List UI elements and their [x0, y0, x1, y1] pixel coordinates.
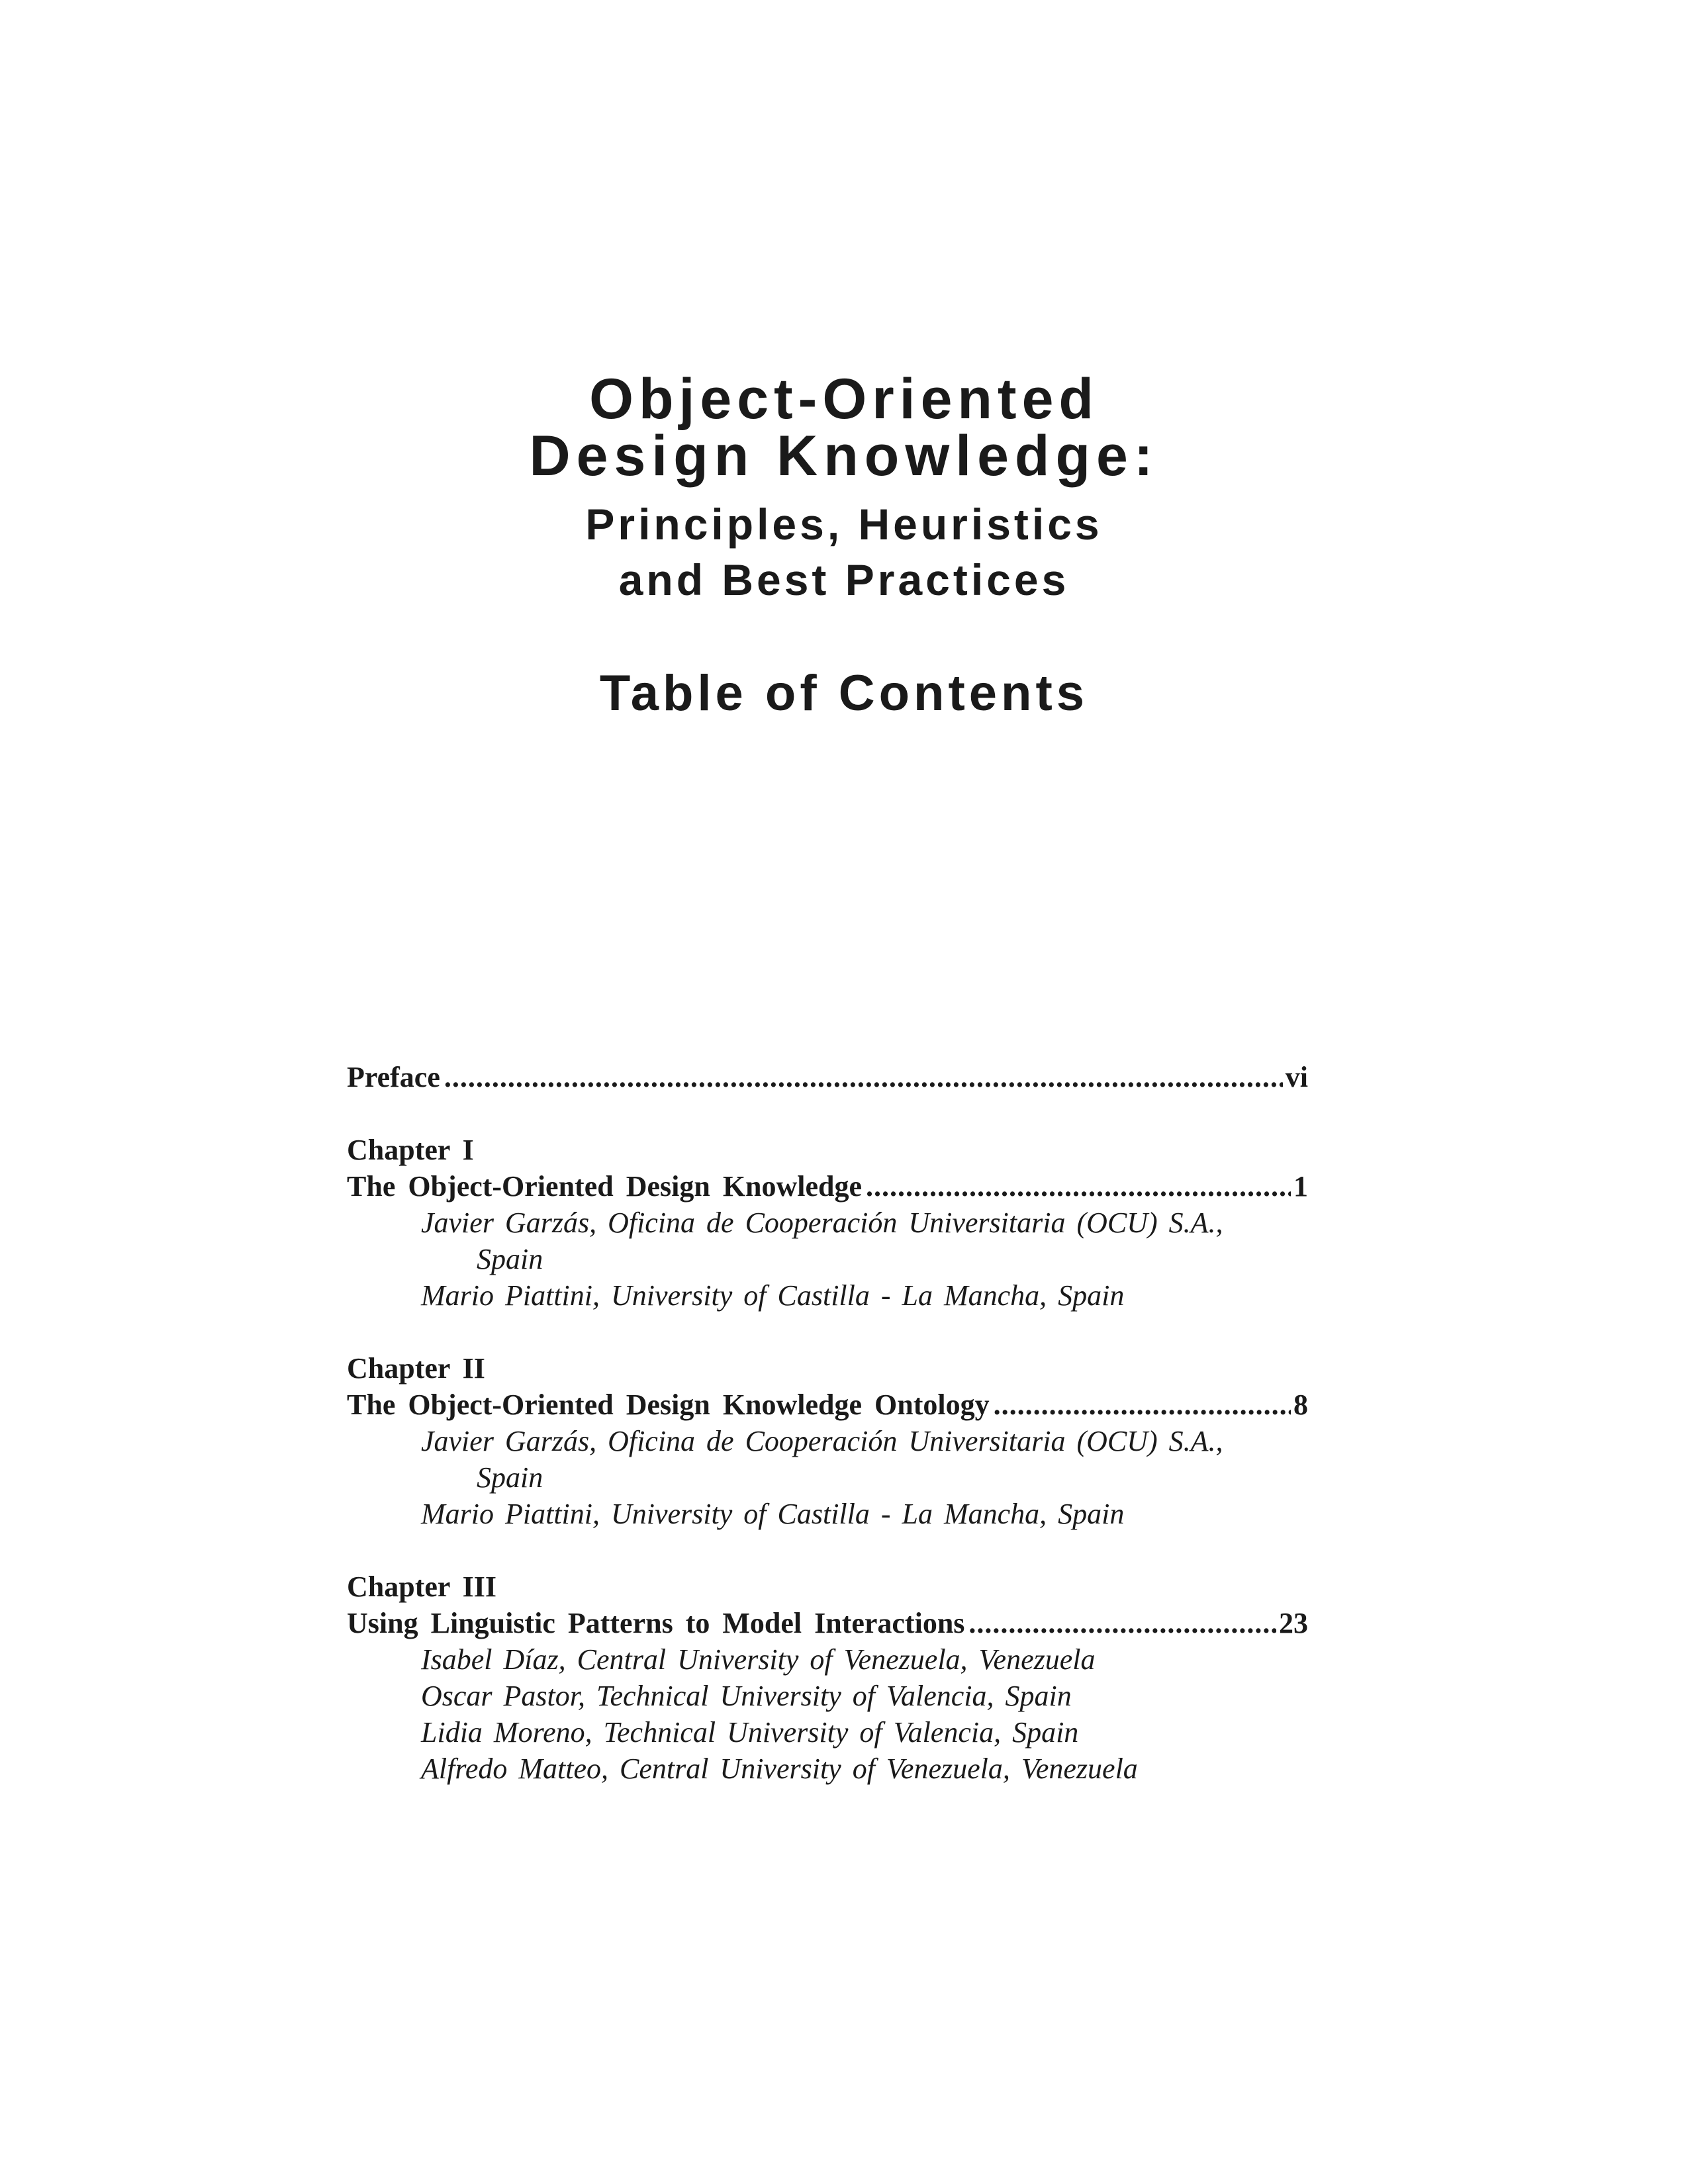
toc-page-number: 8 — [1293, 1388, 1308, 1421]
chapter-author — [347, 1751, 1308, 1787]
book-subtitle-line-1: Principles, Heuristics — [585, 500, 1103, 549]
toc-entry-chapter-1[interactable] — [347, 1132, 1308, 1314]
dot-leader — [968, 1605, 1276, 1641]
author-line: Javier Garzás, Oficina de Cooperación Universitaria (OCU) S.A., — [421, 1206, 1223, 1239]
toc-entry-title: The Object-Oriented Design Knowledge — [347, 1170, 863, 1203]
author-line: Mario Piattini, University of Castilla - La Mancha, Spain — [421, 1279, 1125, 1312]
toc-entry-chapter-2[interactable] — [347, 1350, 1308, 1532]
toc-heading: Table of Contents — [599, 665, 1089, 721]
author-line-continued: Spain — [477, 1243, 543, 1275]
chapter-author — [347, 1205, 1308, 1277]
author-line: Alfredo Matteo, Central University of Venezuela, Venezuela — [421, 1752, 1138, 1785]
toc-page-number: 1 — [1293, 1170, 1308, 1203]
dot-leader — [866, 1168, 1291, 1205]
author-line: Lidia Moreno, Technical University of Valencia, Spain — [421, 1716, 1079, 1749]
dot-leader — [994, 1387, 1291, 1423]
toc-line[interactable] — [347, 1168, 1308, 1205]
toc-entry-chapter-3[interactable] — [347, 1569, 1308, 1787]
toc-page-number: 23 — [1279, 1607, 1308, 1639]
author-line: Javier Garzás, Oficina de Cooperación Universitaria (OCU) S.A., — [421, 1425, 1223, 1457]
chapter-author — [347, 1496, 1308, 1532]
book-title-line-2: Design Knowledge: — [529, 424, 1159, 488]
chapter-author — [347, 1277, 1308, 1314]
toc-entry-preface[interactable] — [347, 1059, 1308, 1095]
toc-line[interactable] — [347, 1387, 1308, 1423]
toc-line[interactable] — [347, 1059, 1308, 1095]
author-line-continued: Spain — [477, 1461, 543, 1494]
book-title-line-1: Object-Oriented — [589, 367, 1099, 431]
toc-entry-title: Using Linguistic Patterns to Model Interactions — [347, 1607, 965, 1639]
table-of-contents — [347, 1059, 1308, 1787]
author-line: Mario Piattini, University of Castilla - La Mancha, Spain — [421, 1498, 1125, 1530]
chapter-author — [347, 1714, 1308, 1751]
chapter-number: Chapter II — [347, 1352, 485, 1385]
chapter-author — [347, 1423, 1308, 1496]
dot-leader — [444, 1059, 1283, 1095]
toc-entry-title: Preface — [347, 1061, 440, 1093]
chapter-number: Chapter III — [347, 1570, 497, 1603]
chapter-author — [347, 1641, 1308, 1678]
book-subtitle-line-2: and Best Practices — [618, 555, 1070, 604]
chapter-number: Chapter I — [347, 1134, 474, 1166]
toc-line[interactable] — [347, 1605, 1308, 1641]
toc-entry-title: The Object-Oriented Design Knowledge Ontology — [347, 1388, 990, 1421]
toc-page-number: vi — [1285, 1061, 1308, 1093]
title-block — [0, 367, 1688, 723]
author-line: Oscar Pastor, Technical University of Valencia, Spain — [421, 1680, 1072, 1712]
chapter-author — [347, 1678, 1308, 1714]
author-line: Isabel Díaz, Central University of Venezuela, Venezuela — [421, 1643, 1096, 1676]
